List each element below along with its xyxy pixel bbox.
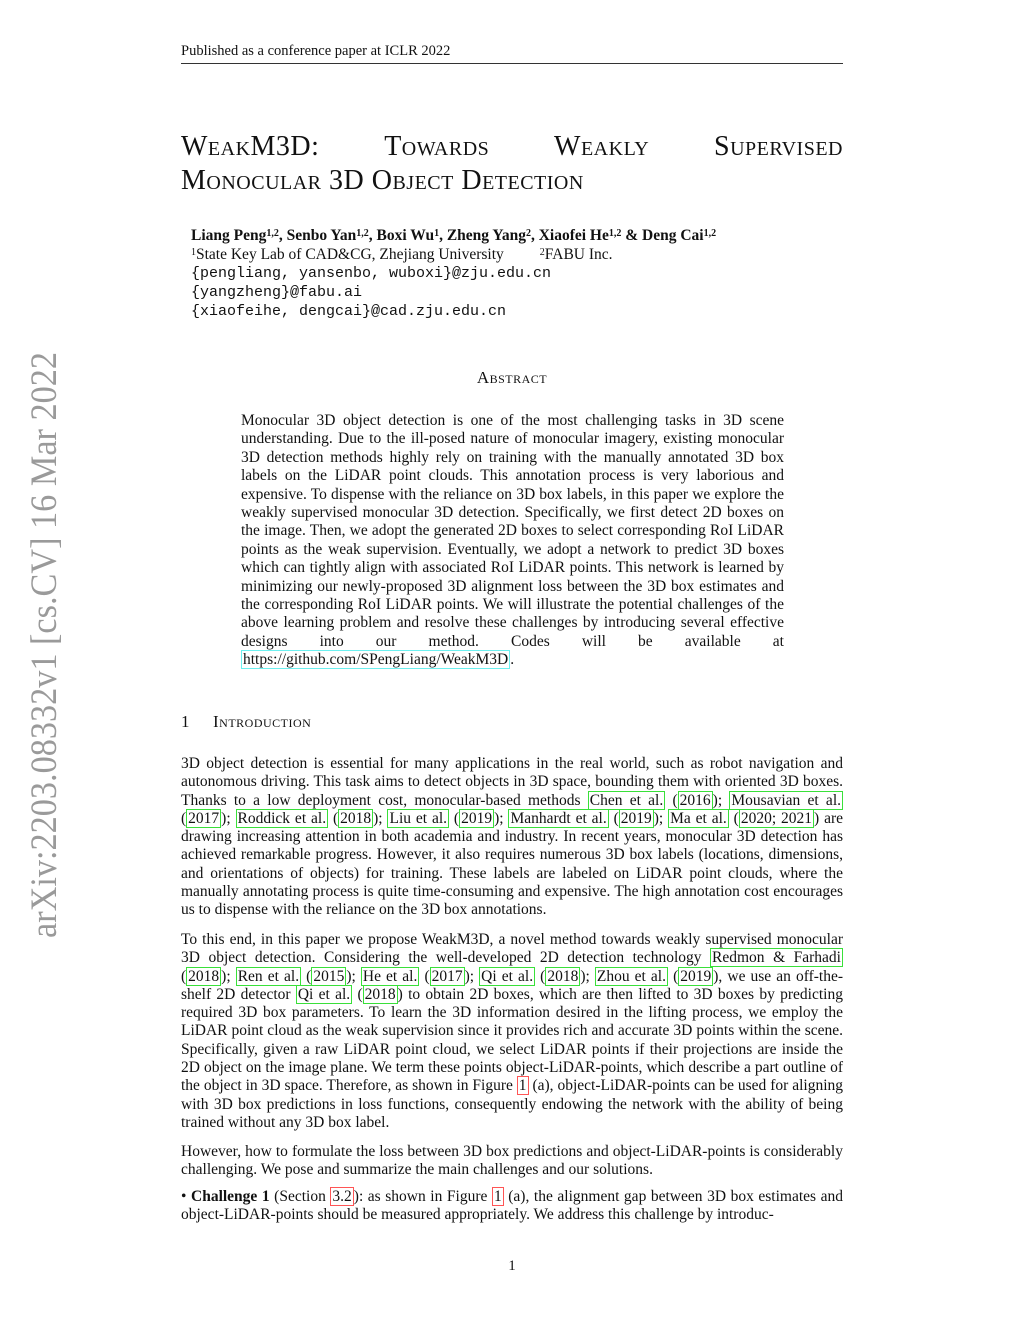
author-name: Xiaofei He bbox=[538, 227, 609, 244]
section-ref-link[interactable]: 3.2 bbox=[332, 1188, 352, 1205]
author-block bbox=[191, 226, 831, 321]
citation-link[interactable]: Chen et al. bbox=[589, 791, 664, 809]
paragraph-text: (a), the alignment gap between 3D box estimates and object-LiDAR-points should be measured appropriately. We address this challenge by introduc- bbox=[181, 1188, 843, 1224]
paragraph-text: To this end, in this paper we propose WeakM3D, a novel method towards weakly supervised monocular 3D object detection. Considering the well-developed 2D detection technology bbox=[181, 931, 843, 967]
arxiv-identifier-stamp bbox=[18, 350, 70, 940]
citation-link[interactable]: Ma et al. bbox=[670, 809, 727, 827]
author-name: Deng Cai bbox=[642, 227, 704, 244]
author-affiliation-sup: 1,2 bbox=[703, 228, 717, 239]
citation-year-link[interactable]: 2019 bbox=[620, 809, 652, 827]
citation-year-link[interactable]: 2018 bbox=[340, 809, 372, 827]
paragraph-text: (a), object-LiDAR-points can be used for aligning with 3D box predictions in loss functions, consequently endowing the network with the ability of being trained without any 3D box label. bbox=[181, 1077, 844, 1131]
citation-year-link[interactable]: 2015 bbox=[313, 967, 345, 985]
author-affiliation-sup: 1,2 bbox=[356, 228, 369, 239]
title-word: WeakM3D: bbox=[181, 131, 320, 162]
citation-link[interactable]: Manhardt et al. bbox=[510, 809, 607, 827]
affiliation-sup: 2 bbox=[539, 247, 545, 258]
paragraph-text: are drawing increasing attention in both academia and industry. In recent years, monocular 3D detection has achieved remarkable progress. However, it also requires numerous 3D box labels (locations, dimensions, and orientations of objects) for training. These labels are labeled on LiDAR point clouds, where the manually annotating process is quite time-consuming and expensive. The high annotation cost encourages us to dispense with the reliance on the 3D box annotations. bbox=[181, 809, 844, 919]
arxiv-stamp-svg bbox=[18, 350, 70, 940]
citation-year-link[interactable]: 2017 bbox=[188, 809, 220, 827]
section-number: 1 bbox=[181, 712, 190, 731]
citation-link[interactable]: Ren et al. bbox=[237, 967, 300, 985]
citation-link[interactable]: Mousavian et al. bbox=[731, 791, 841, 809]
intro-paragraph-1: 3D object detection is essential for many applications in the real world, such as robot navigation and autonomous driving. This task aims to detect objects in 3D space, bounding them with oriented 3D boxes. Thanks to a low deployment cost, monocular-based methods Chen et al. ( 2016 ); Mousavian et al. ( 2017 ); Roddick et al. ( 2018 ); Liu et al. ( 2019 ); Manhardt et al. ( 2019 ); Ma et al. ( 2020; 2021 ) are drawing increasing attention in both academia and industry. In recent years, monocular 3D detection has achieved remarkable progress. However, it also requires numerous 3D box labels (locations, dimensions, and orientations of objects) for training. These labels are labeled on LiDAR point clouds, where the manually annotating process is quite time-consuming and expensive. The high annotation cost encourages us to dispense with the reliance on the 3D box annotations. bbox=[181, 755, 844, 919]
page-number: 1 bbox=[508, 1258, 516, 1274]
affiliation-sup: 1 bbox=[191, 247, 196, 258]
paper-title bbox=[181, 130, 843, 198]
author-name: Boxi Wu bbox=[376, 227, 435, 244]
citation-year-link[interactable]: 2017 bbox=[431, 967, 463, 985]
author-affiliation-sup: 1,2 bbox=[266, 228, 279, 239]
affiliation-1 bbox=[191, 245, 504, 264]
email-line-2: {yangzheng}@fabu.ai bbox=[191, 284, 363, 301]
bullet: • bbox=[181, 1188, 187, 1205]
author-name: Senbo Yan bbox=[286, 227, 357, 244]
affiliation-2 bbox=[540, 245, 613, 264]
code-url-link[interactable]: https://github.com/SPengLiang/WeakM3D bbox=[243, 651, 509, 669]
citation-link[interactable]: Qi et al. bbox=[481, 967, 534, 985]
citation-year-link[interactable]: 2019 bbox=[680, 967, 712, 985]
intro-paragraph-3: However, how to formulate the loss between 3D box predictions and object-LiDAR-points is considerably challenging. We pose and summarize the main challenges and our solutions. bbox=[181, 1143, 843, 1179]
author-affiliation-sup: 2 bbox=[525, 228, 531, 239]
title-word: Supervised bbox=[714, 131, 843, 162]
author-affiliation-sup: 1 bbox=[434, 228, 440, 239]
abstract-end: . bbox=[510, 651, 515, 669]
author-name: Zheng Yang bbox=[446, 227, 526, 244]
citation-year-link[interactable]: 2018 bbox=[364, 985, 396, 1003]
citation-year-link[interactable]: 2016 bbox=[679, 791, 711, 809]
email-line-3: {xiaofeihe, dengcai}@cad.zju.edu.cn bbox=[191, 303, 507, 320]
citation-link[interactable]: Zhou et al. bbox=[596, 967, 666, 985]
title-word: Towards bbox=[384, 131, 490, 162]
citation-year-link[interactable]: 2020; 2021 bbox=[740, 809, 813, 827]
citation-link[interactable]: Qi et al. bbox=[297, 985, 351, 1003]
title-line-2-text: Monocular 3D Object Detection bbox=[181, 165, 584, 196]
challenge-label: Challenge 1 bbox=[191, 1188, 270, 1205]
section-heading-introduction bbox=[181, 712, 843, 732]
challenge-1-paragraph bbox=[181, 1188, 843, 1225]
citation-link[interactable]: Roddick et al. bbox=[237, 809, 327, 827]
abstract-heading: Abstract bbox=[476, 368, 548, 387]
citation-year-link[interactable]: 2018 bbox=[188, 967, 220, 985]
paragraph-text: ): as shown in Figure bbox=[353, 1188, 492, 1205]
affiliation-2-text: FABU Inc. bbox=[544, 246, 613, 263]
paragraph-text: , we use an off-the-shelf 2D detector bbox=[181, 967, 844, 1003]
affiliations bbox=[191, 245, 831, 264]
arxiv-id-text: arXiv:2203.08332v1 [cs.CV] 16 Mar 2022 bbox=[24, 350, 65, 938]
citation-year-link[interactable]: 2018 bbox=[547, 967, 579, 985]
email-line-1: {pengliang, yansenbo, wuboxi}@zju.edu.cn bbox=[191, 265, 552, 282]
paragraph-text: to obtain 2D boxes, which are then lifted to 3D boxes by predicting required 3D box parameters. To learn the 3D information desired in the lifting process, we employ the LiDAR point cloud as the weak supervision since it provides rich and accurate 3D points within the scene. Specifically, given a raw LiDAR point cloud, we select LiDAR points if their projections are inside the 2D object on the image plane. We term these points object-LiDAR-points, which describe a part outline of the object in 3D space. Therefore, as shown in Figure bbox=[181, 985, 843, 1095]
abstract-body bbox=[241, 412, 784, 670]
citation-link[interactable]: Redmon & Farhadi bbox=[712, 949, 841, 967]
title-line-2 bbox=[181, 164, 843, 198]
title-line-1 bbox=[181, 130, 843, 164]
affiliation-1-text: State Key Lab of CAD&CG, Zhejiang University bbox=[196, 246, 504, 263]
running-header: Published as a conference paper at ICLR 2022 bbox=[181, 43, 843, 64]
author-name: Liang Peng bbox=[191, 227, 267, 244]
section-title: Introduction bbox=[213, 712, 312, 731]
citation-year-link[interactable]: 2019 bbox=[461, 809, 493, 827]
paragraph-text: 3D object detection is essential for many applications in the real world, such as robot navigation and autonomous driving. This task aims to detect objects in 3D space, bounding them with oriented 3D boxes. Thanks to a low deployment cost, monocular-based methods bbox=[181, 755, 843, 809]
title-word: Weakly bbox=[554, 131, 650, 162]
citation-link[interactable]: He et al. bbox=[362, 967, 418, 985]
intro-paragraph-2: To this end, in this paper we propose WeakM3D, a novel method towards weakly supervised monocular 3D object detection. Considering the well-developed 2D detection technology Redmon & Farhadi ( 2018 ); Ren et al. ( 2015 ); He et al. ( 2017 ); Qi et al. ( 2018 ); Zhou et al. ( 2019 ), we use an off-the-shelf 2D detector Qi et al. ( 2018 ) to obtain 2D boxes, which are then lifted to 3D boxes by predicting required 3D box parameters. To learn the 3D information desired in the lifting process, we employ the LiDAR point cloud as the weak supervision since it provides rich and accurate 3D points within the scene. Specifically, given a raw LiDAR point cloud, we select LiDAR points if their projections are inside the 2D object on the image plane. We term these points object-LiDAR-points, which describe a part outline of the object in 3D space. Therefore, as shown in Figure 1 (a), object-LiDAR-points can be used for aligning with 3D box predictions in loss functions, consequently endowing the network with the ability of being trained without any 3D box label. bbox=[181, 931, 844, 1131]
figure-ref-link[interactable]: 1 bbox=[518, 1077, 527, 1095]
citation-link[interactable]: Liu et al. bbox=[389, 809, 448, 827]
abstract-text: Monocular 3D object detection is one of the most challenging tasks in 3D scene understanding. Due to the ill-posed nature of monocular imagery, existing monocular 3D detection methods highly rely on training with the manually annotated 3D box labels on the LiDAR point clouds. This annotation process is very laborious and expensive. To dispense with the reliance on 3D box labels, in this paper we explore the weakly supervised monocular 3D detection. Specifically, we first detect 2D boxes on the image. Then, we adopt the generated 2D boxes to select corresponding RoI LiDAR points as the weak supervision. Eventually, we adopt a network to predict 3D boxes which can tightly align with associated RoI LiDAR points. This network is learned by minimizing our newly-proposed 3D alignment loss between the 3D box estimates and the corresponding RoI LiDAR points. We will illustrate the potential challenges of the above learning problem and resolve these challenges by introducing several effective designs into our method. Codes will be available at bbox=[241, 412, 784, 650]
figure-ref-link[interactable]: 1 bbox=[493, 1188, 502, 1205]
author-affiliation-sup: 1,2 bbox=[608, 228, 622, 239]
paragraph-text: (Section bbox=[269, 1188, 331, 1205]
author-names: Liang Peng$^{1,2}$, Senbo Yan$^{1,2}$, Boxi Wu$^1$, Zheng Yang$^2$, Xiaofei He$^{1,2}$ & Deng Cai$^{1,2}$ bbox=[191, 227, 717, 244]
